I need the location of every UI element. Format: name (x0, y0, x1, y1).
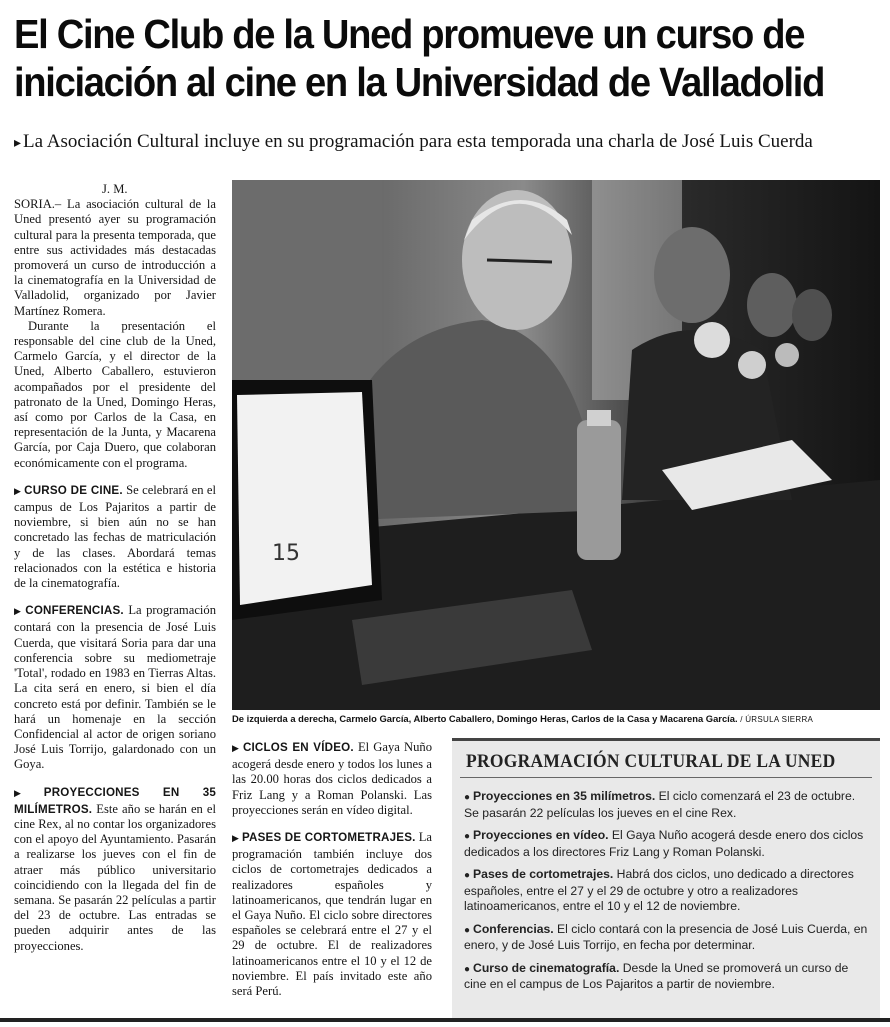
bullet-icon: ● (464, 870, 471, 881)
news-photo (232, 180, 880, 710)
article-column-1 (14, 182, 216, 954)
section-keyword: PASES DE CORTOMETRAJES. (241, 831, 416, 845)
section-text: Este año se harán en el cine Rex, al no contar los organizadores con el apoyo del Ayuntamiento. Pasarán a realizarse los jueves con el fin de atraer más público universitario coincidiendo con la llegada del fin de semana. Se pasarán 22 películas a partir del 23 de octubre. Las entradas se pueden adquirir antes de las proyecciones. (14, 801, 216, 953)
section-curso-de-cine (14, 483, 216, 591)
arrow-icon: ▶ (14, 486, 22, 497)
section-keyword: CURSO DE CINE. (24, 483, 123, 497)
paragraph-intro: SORIA.– La asociación cultural de la Uned presentó ayer su programación cultural para la presenta temporada, que entre sus actividades más destacadas promoverá un curso de introducción a la cinematografía en la Universidad de Valladolid, organizado por Javier Martínez Romera. (14, 197, 216, 318)
sidebar-item-lead: Conferencias. (473, 921, 554, 936)
arrow-icon: ▶ (14, 788, 41, 799)
bullet-icon: ● (464, 963, 471, 975)
sidebar-item-text: El Gaya Nuño acogerá desde enero dos ciclos dedicados a los directores Friz Lang y Roman Polanski. (464, 828, 864, 859)
caption-text: De izquierda a derecha, Carmelo García, Alberto Caballero, Domingo Heras, Carlos de la Casa y Macarena García. (232, 713, 738, 724)
sidebar-item (464, 922, 868, 954)
subheadline-text: La Asociación Cultural incluye en su programación para esta temporada una charla de José Luis Cuerda (23, 131, 813, 152)
section-ciclos-en-video (232, 740, 432, 818)
laptop-screen-text: 15 (272, 541, 300, 566)
sidebar-list (464, 789, 868, 1000)
arrow-icon: ▶ (232, 744, 240, 754)
section-text: La programación también incluye dos ciclos de cortometrajes dedicados a realizadores españoles y latinoamericanos, que tendrán lugar en el Gaya Nuño. El ciclo sobre directores españoles se celebrará entre el 27 y el 29 de octubre. El de realizadores latinoamericanos entre el 10 y el 12 de noviembre. El país invitado este año será Perú. (232, 830, 432, 999)
sidebar-item (464, 789, 868, 821)
sidebar-item-text: El ciclo contará con la presencia de José Luis Cuerda, en enero, y de José Luis Torrijo, en fecha por determinar. (464, 921, 868, 952)
sidebar-title: PROGRAMACIÓN CULTURAL DE LA UNED (466, 751, 836, 772)
bullet-icon: ● (464, 831, 471, 842)
sidebar-item (464, 867, 868, 915)
section-text: Se celebrará en el campus de Los Pajaritos a partir de noviembre, si bien aún no se han concretado las fechas de matriculación y de las clases. Abordará temas relacionados con la estética e historia de la cinematografía. (14, 482, 216, 591)
sidebar-item-lead: Pases de cortometrajes. (473, 867, 614, 881)
bullet-icon: ● (464, 924, 471, 936)
paragraph-presentation: Durante la presentación el responsable del cine club de la Uned, Carmelo García, y el director de la Uned, Alberto Caballero, estuvieron acompañados por el presidente del patronato de la Uned, Domingo Heras, así como por Carlos de la Casa, en representación de la Junta, y Macarena García, por Caja Duero, que colaboran económicamente con el programa. (14, 318, 216, 470)
sidebar-item-text: Desde la Uned se promoverá un curso de cine en el campus de Los Pajaritos a partir de noviembre. (464, 960, 849, 991)
page-bottom-rule (0, 1018, 890, 1022)
arrow-icon: ▶ (14, 607, 23, 618)
section-keyword: PROYECCIONES EN 35 MILÍMETROS. (14, 785, 216, 816)
section-conferencias (14, 603, 216, 772)
subheadline (14, 130, 884, 155)
section-text: El Gaya Nuño acogerá desde enero y todos los lunes a las 20.00 horas dos ciclos dedicados a Friz Lang y a Roman Polanski. Las proyecciones serán en vídeo digital. (232, 740, 433, 817)
bullet-icon: ● (464, 792, 471, 803)
section-keyword: CICLOS EN VÍDEO. (242, 741, 354, 754)
sidebar-item-text: El ciclo comenzará el 23 de octubre. Se pasarán 22 películas los jueves en el cine Rex. (464, 789, 856, 820)
section-keyword: CONFERENCIAS. (25, 604, 124, 618)
sidebar-item-text: Habrá dos ciclos, uno dedicado a directores españoles, entre el 27 y el 29 de octubre y otro a realizadores latinoamericanos, entre el 10 y el 12 de noviembre. (464, 867, 854, 913)
sidebar-item-lead: Proyecciones en vídeo. (473, 828, 609, 842)
headline (14, 10, 825, 106)
sidebar-title-rule (460, 777, 872, 778)
sidebar-item-lead: Curso de cinematografía. (473, 960, 620, 975)
section-text: La programación contará con la presencia de José Luis Cuerda, que visitará Soria para dar una conferencia sobre su mediometraje 'Total', rodado en 1983 en Tierras Altas. La cita será en enero, si bien el día concreto está por definir. También se le hará un homenaje en la sección Confidencial al actor de origen soriano José Luis Torrijo, galardonado con un Goya. (14, 603, 217, 772)
triangle-bullet-icon: ▸ (14, 135, 22, 151)
arrow-icon: ▶ (232, 834, 239, 845)
sidebar-item-lead: Proyecciones en 35 milímetros. (473, 789, 656, 803)
program-sidebar-box (452, 738, 880, 1019)
photo-caption (232, 712, 882, 727)
sidebar-item (464, 828, 868, 860)
headline-line-1: El Cine Club de la Uned promueve un curso de (14, 11, 805, 57)
article-column-2 (232, 740, 432, 999)
headline-line-2: iniciación al cine en la Universidad de Valladolid (14, 59, 825, 105)
section-pases-de-cortometrajes (232, 830, 432, 999)
byline: J. M. (102, 182, 128, 196)
sidebar-item (464, 961, 868, 993)
section-proyecciones-35mm (14, 785, 216, 954)
photo-credit: / ÚRSULA SIERRA (740, 715, 814, 724)
photo-illustration (232, 180, 880, 710)
